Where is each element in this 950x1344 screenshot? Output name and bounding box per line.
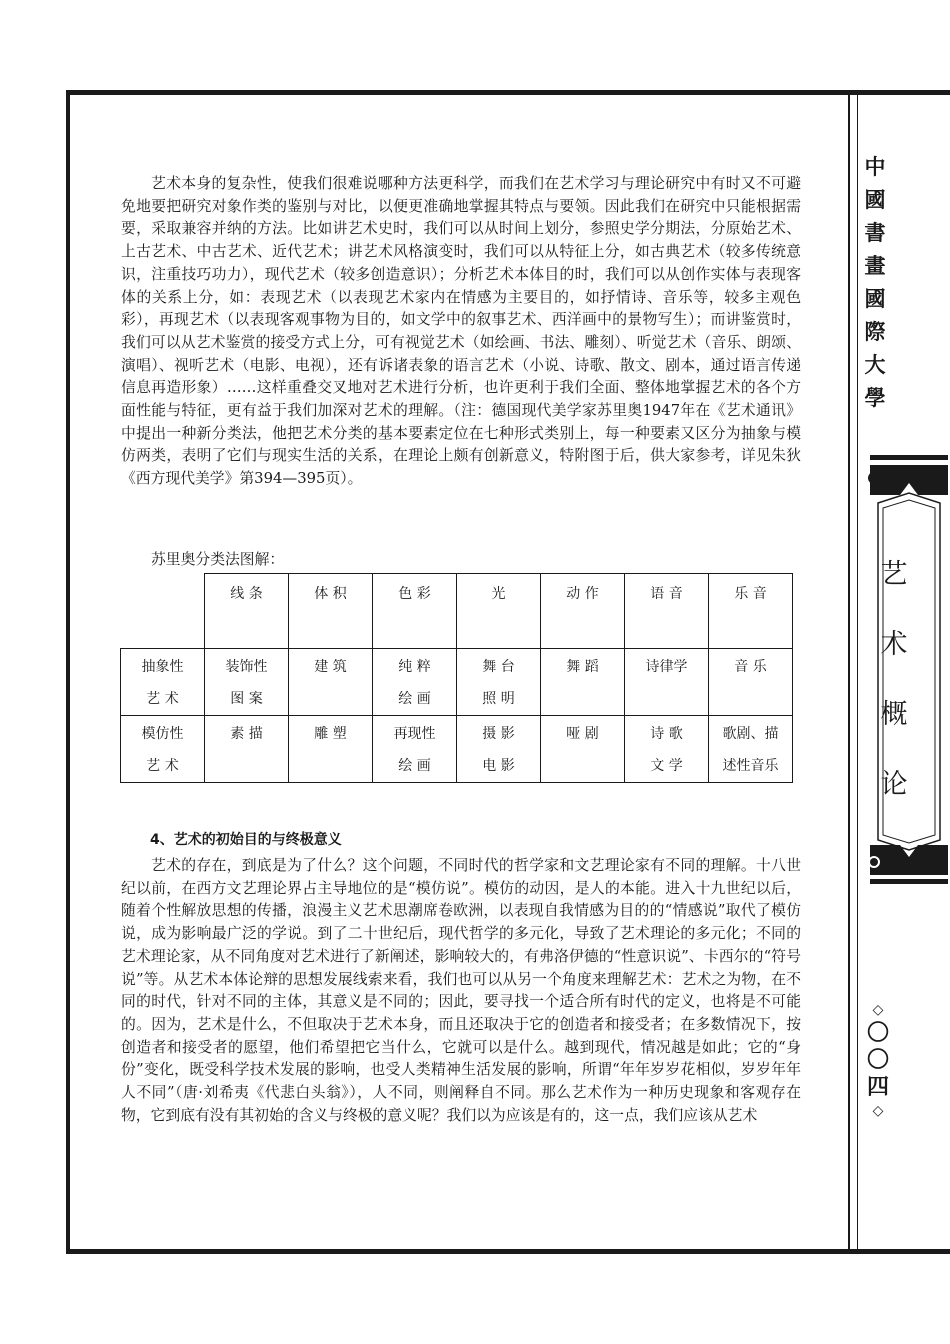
table-cell: 音 乐 [709, 649, 793, 716]
table-header-cell: 乐 音 [709, 574, 793, 649]
table-row-label: 抽象性 艺 术 [121, 649, 205, 716]
university-name: 中 國 書 畫 國 際 大 學 [864, 154, 886, 410]
table-row [121, 649, 793, 716]
table-row [121, 716, 793, 783]
page-frame-bottom [66, 1249, 950, 1254]
section-heading: 4、艺术的初始目的与终极意义 [150, 832, 342, 848]
page-number: ◇ 〇 〇 四 ◇ [866, 1002, 889, 1119]
table-header-cell: 线 条 [205, 574, 289, 649]
table-header-cell: 光 [457, 574, 541, 649]
table-caption: 苏里奥分类法图解： [151, 551, 285, 568]
table-cell: 诗 歌 文 学 [625, 716, 709, 783]
table-cell: 素 描 [205, 716, 289, 783]
table-cell: 诗律学 [625, 649, 709, 716]
table-header-cell: 动 作 [541, 574, 625, 649]
table-header-cell: 语 音 [625, 574, 709, 649]
table-header-cell: 体 积 [289, 574, 373, 649]
table-cell: 再现性 绘 画 [373, 716, 457, 783]
book-title: 艺 术 概 论 [880, 559, 908, 800]
table-corner-cell [121, 574, 205, 649]
table-cell: 装饰性 图 案 [205, 649, 289, 716]
table-cell: 纯 粹 绘 画 [373, 649, 457, 716]
table-cell: 舞 台 照 明 [457, 649, 541, 716]
table-cell: 舞 蹈 [541, 649, 625, 716]
table-cell: 建 筑 [289, 649, 373, 716]
table-header-row [121, 574, 793, 649]
table-cell: 哑 剧 [541, 716, 625, 783]
souriau-classification-table [120, 573, 793, 783]
table-row-label: 模仿性 艺 术 [121, 716, 205, 783]
sidebar-border [848, 95, 850, 1249]
paragraph-classification: 艺术本身的复杂性，使我们很难说哪种方法更科学，而我们在艺术学习与理论研究中有时又不可避免地要把研究对象作类的鉴别与对比，以便更准确地掌握其特点与要领。因此我们在研究中只能根据需要，采取兼容并纳的方法。比如讲艺术史时，我们可以从时间上划分，参照史学分期法，分原始艺术、上古艺术、中古艺术、近代艺术；讲艺术风格演变时，我们可以从特征上分，如古典艺术（较多传统意识，注重技巧功力），现代艺术（较多创造意识）；分析艺术本体目的时，我们可以从创作实体与表现客体的关系上分，如：表现艺术（以表现艺术家内在情感为主要目的，如抒情诗、音乐等，较多主观色彩），再现艺术（以表现客观事物为目的，如文学中的叙事艺术、西洋画中的景物写生）；而讲鉴赏时，我们可以从艺术鉴赏的接受方式上分，可有视觉艺术（如绘画、书法、雕刻）、听觉艺术（音乐、朗颂、演唱）、视听艺术（电影、电视），还有诉诸表象的语言艺术（小说、诗歌、散文、剧本，通过语言传递信息再造形象）……这样重叠交叉地对艺术进行分析，也许更利于我们全面、整体地掌握艺术的各个方面性能与特征，更有益于我们加深对艺术的理解。（注：德国现代美学家苏里奥1947年在《艺术通讯》中提出一种新分类法，他把艺术分类的基本要素定位在七种形式类别上，每一种要素又区分为抽象与模仿两类，表明了它们与现实生活的关系，在理论上颇有创新意义，特附图于后，供大家参考，详见朱狄《西方现代美学》第394—395页）。 [121, 175, 801, 488]
table-cell: 雕 塑 [289, 716, 373, 783]
page-frame-left [66, 90, 70, 1254]
paragraph-purpose-of-art: 艺术的存在，到底是为了什么？这个问题，不同时代的哲学家和文艺理论家有不同的理解。十八世纪以前，在西方文艺理论界占主导地位的是“模仿说”。模仿的动因，是人的本能。进入十九世纪以后，随着个性解放思想的传播，浪漫主义艺术思潮席卷欧洲，以表现自我情感为目的的“情感说”取代了模仿说，成为影响最广泛的学说。到了二十世纪后，现代哲学的多元化，导致了艺术理论的多元化；不同的艺术理论家，从不同角度对艺术进行了新阐述，影响较大的，有弗洛伊德的“性意识说”、卡西尔的“符号说”等。从艺术本体论辩的思想发展线索来看，我们也可以从另一个角度来理解艺术：艺术之为物，在不同的时代，针对不同的主体，其意义是不同的；因此，要寻找一个适合所有时代的定义，也将是不可能的。因为，艺术是什么，不但取决于艺术本身，而且还取决于它的创造者和接受者；在多数情况下，按创造者和接受者的愿望，他们希望把它当什么，它就可以是什么。越到现代，情况越是如此；它的“身份”变化，既受科学技术发展的影响，也受人类精神生活发展的影响，所谓“年年岁岁花相似，岁岁年年人不同”（唐·刘希夷《代悲白头翁》），人不同，则阐释自不同。那么艺术作为一种历史现象和客观存在物，它到底有没有其初始的含义与终极的意义呢？我们以为应该是有的，这一点，我们应该从艺术 [121, 857, 801, 1124]
table-cell: 摄 影 电 影 [457, 716, 541, 783]
page-frame-top [66, 90, 950, 95]
table-cell: 歌剧、描 述性音乐 [709, 716, 793, 783]
table-header-cell: 色 彩 [373, 574, 457, 649]
